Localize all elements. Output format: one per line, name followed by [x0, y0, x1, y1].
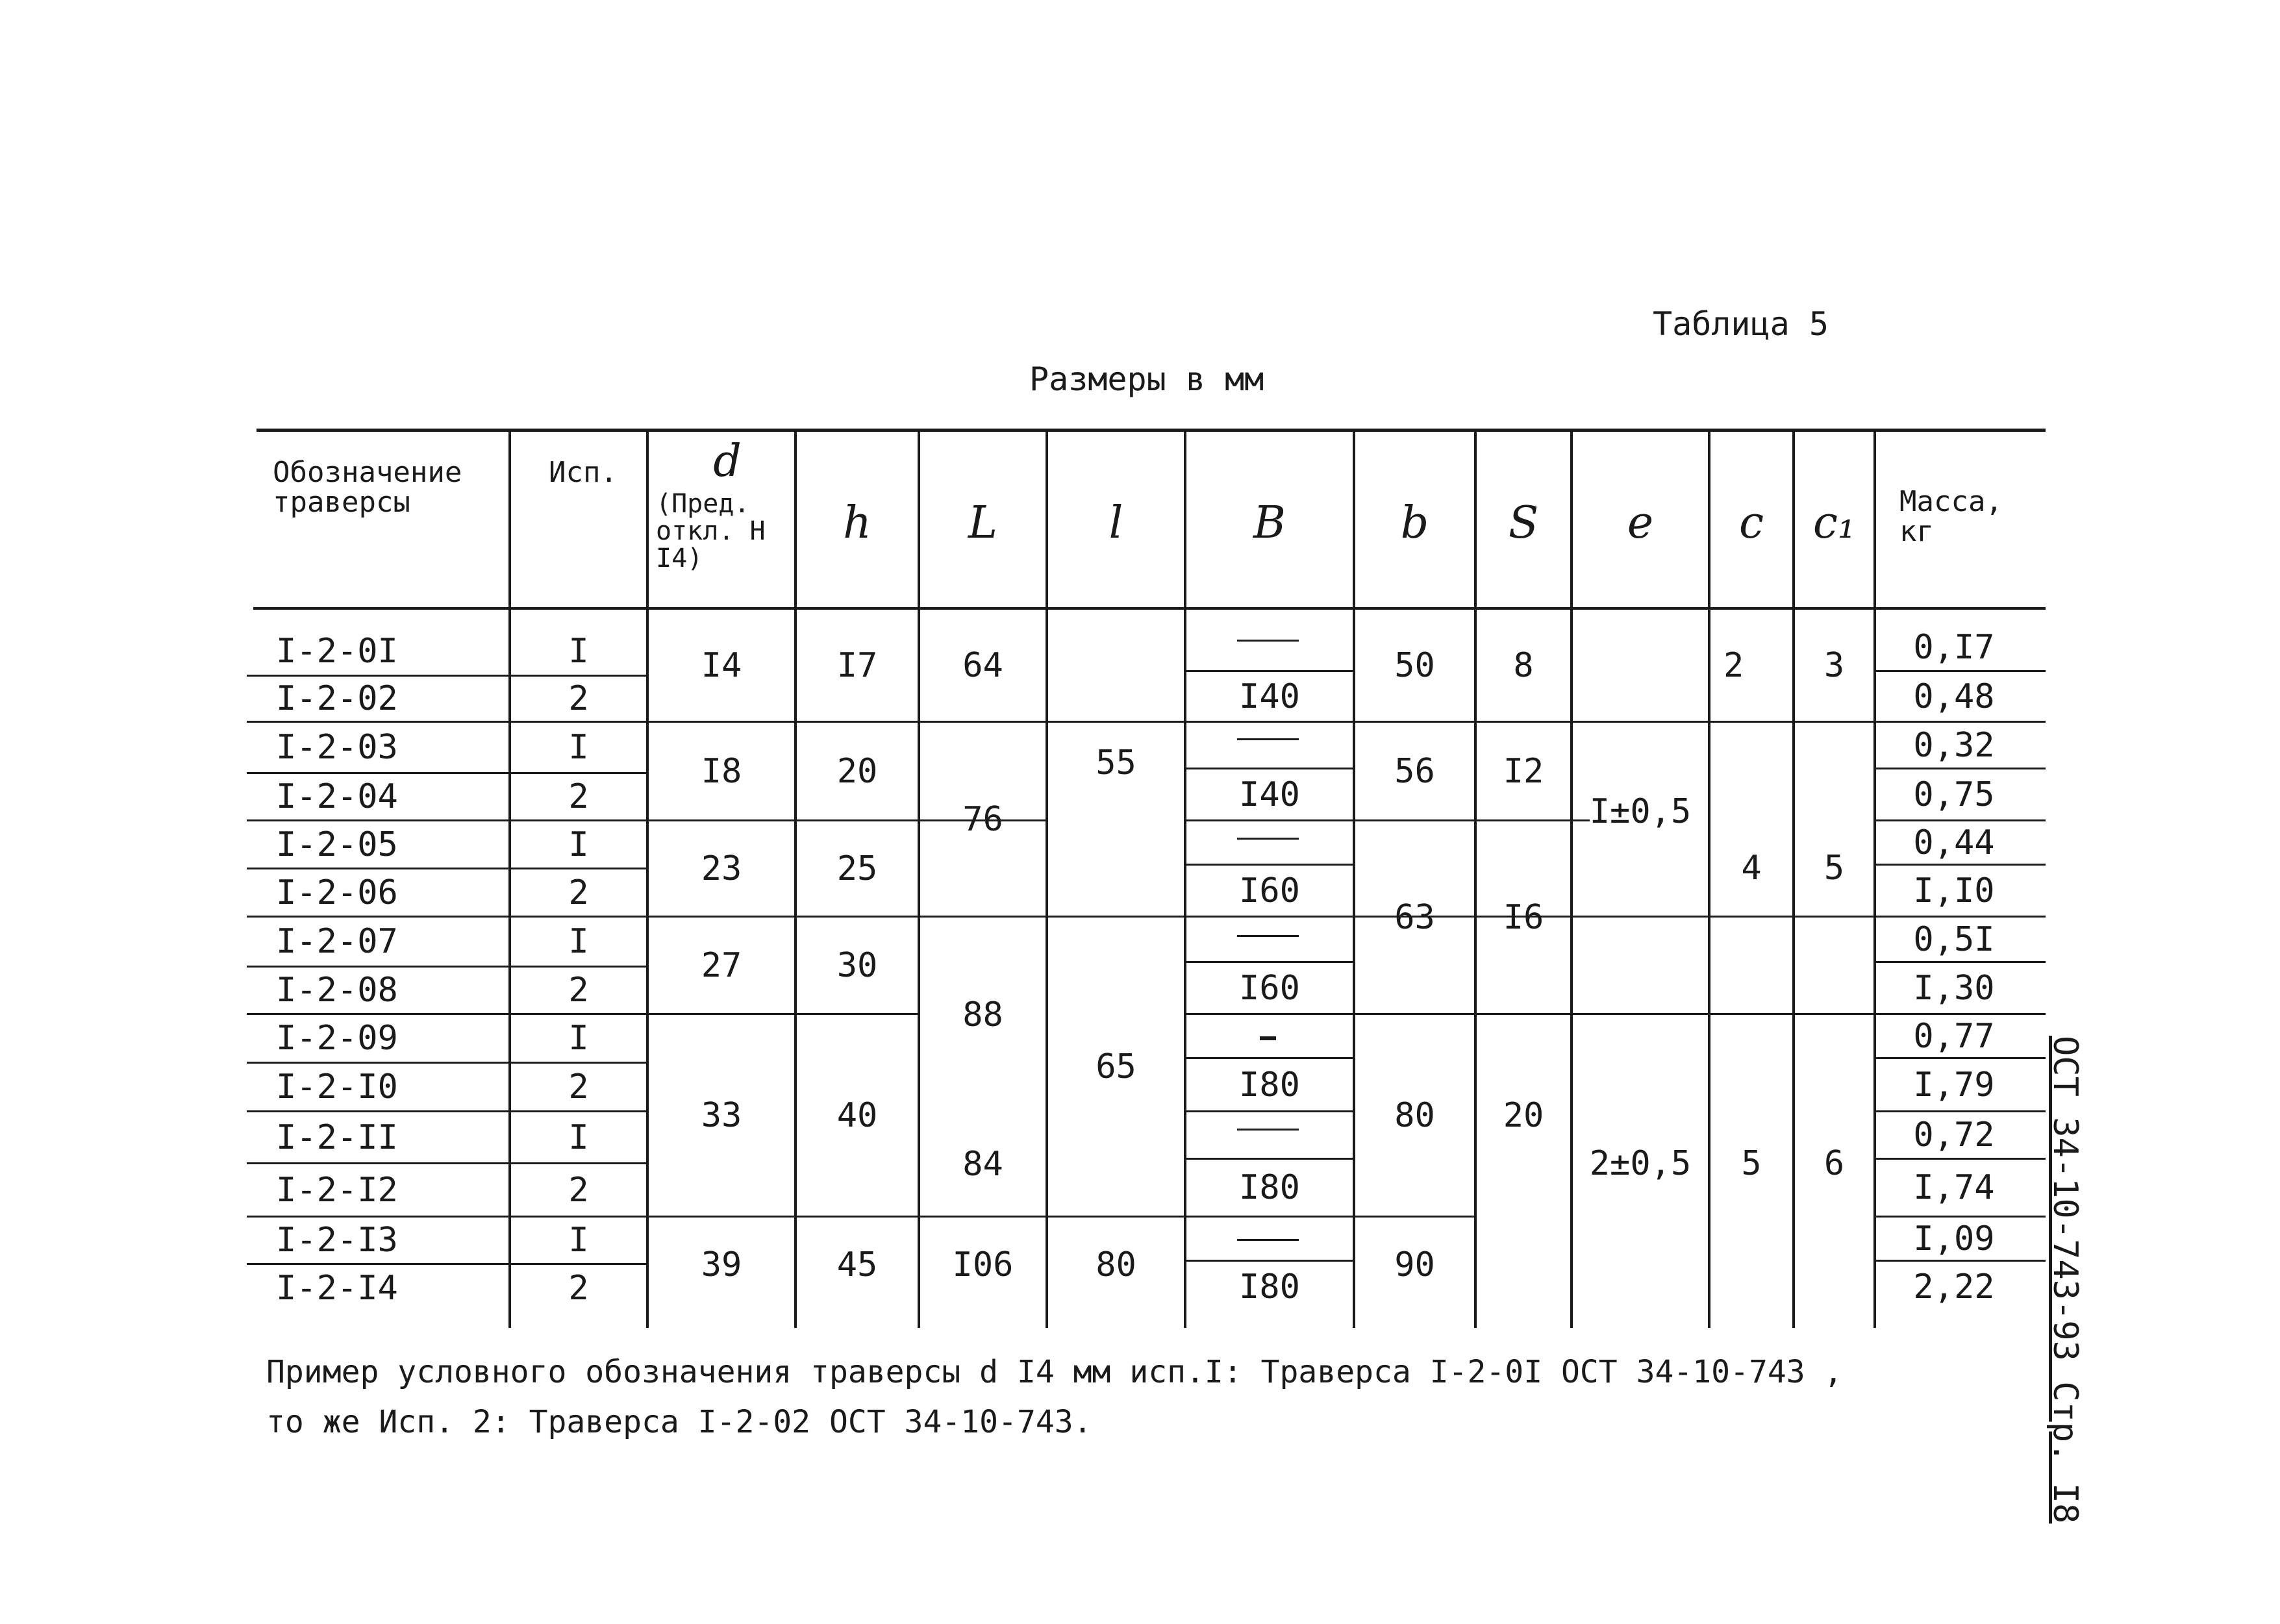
designation-example-line1: Пример условного обозначения траверсы d I4 мм исп.I: Траверса I-2-0I ОСТ 34-10-743 , [266, 1354, 1843, 1390]
h-value: 45 [836, 1245, 878, 1284]
c-value: 4 [1741, 848, 1762, 888]
row-designation: I-2-03 [276, 728, 398, 767]
h-value: 30 [836, 945, 878, 985]
table-top-rule [257, 429, 2046, 432]
d-value: 27 [701, 945, 742, 985]
L-divider [920, 916, 1046, 918]
b-value: 50 [1394, 645, 1435, 685]
units-caption: Размеры в мм [1029, 360, 1264, 398]
mass-value: 0,5I [1913, 919, 1995, 959]
row-designation: I-2-I3 [276, 1221, 398, 1260]
h-value: 25 [836, 849, 878, 888]
l-value: 65 [1096, 1047, 1136, 1086]
header-h: h [843, 497, 871, 549]
B-dash [1237, 838, 1299, 840]
e-value: I±0,5 [1589, 792, 1692, 831]
mass-value: 0,72 [1913, 1116, 1995, 1155]
row-exec: 2 [568, 679, 589, 718]
row-designation: I-2-I2 [276, 1170, 398, 1210]
row-designation: I-2-04 [276, 777, 398, 816]
mass-value: 0,48 [1913, 677, 1995, 716]
l-value: 80 [1096, 1245, 1136, 1284]
L-value: 88 [962, 995, 1003, 1034]
row-designation: I-2-02 [276, 679, 398, 718]
S-value: I6 [1503, 897, 1544, 937]
b-value: 80 [1394, 1095, 1435, 1135]
e-value: 2±0,5 [1589, 1143, 1692, 1183]
B-value: I80 [1239, 1065, 1300, 1105]
row-exec: 2 [568, 1269, 589, 1308]
row-designation: I-2-06 [276, 873, 398, 912]
B-value: I40 [1239, 677, 1300, 716]
row-designation: I-2-I0 [276, 1068, 398, 1106]
b-value: 90 [1394, 1245, 1435, 1284]
row-designation: I-2-05 [276, 825, 398, 864]
row-rule [1185, 1110, 1353, 1112]
header-d-symbol: d [713, 435, 742, 487]
row-exec: I [568, 1118, 589, 1157]
header-d-tolerance: (Пред. откл. Н I4) [656, 489, 766, 573]
header-b: b [1400, 497, 1429, 549]
row-exec: 2 [568, 971, 589, 1010]
mass-value: I,30 [1913, 968, 1995, 1008]
row-exec: I [568, 728, 589, 767]
h-value: 20 [836, 751, 878, 791]
standard-page-stamp: ОСТ 34-10-743-93 Стр. I8 [2046, 1036, 2085, 1524]
mass-value: 2,22 [1913, 1267, 1995, 1306]
mass-value: 0,75 [1913, 775, 1995, 814]
L-value: 64 [962, 645, 1003, 685]
L-value: I06 [952, 1245, 1014, 1284]
row-exec: I [568, 1019, 589, 1058]
d-value: 33 [701, 1095, 742, 1135]
row-exec: I [568, 825, 589, 864]
B-value: I80 [1239, 1267, 1300, 1306]
row-exec: I [568, 632, 589, 671]
B-value: I80 [1239, 1168, 1300, 1207]
header-B: B [1253, 497, 1286, 549]
c-value: 5 [1741, 1143, 1762, 1183]
c1-value: 3 [1823, 645, 1845, 685]
header-exec: Исп. [549, 456, 618, 489]
row-designation: I-2-I4 [276, 1269, 398, 1308]
mass-value: 0,44 [1913, 823, 1995, 862]
row-exec: 2 [568, 1068, 589, 1106]
header-c1: c₁ [1812, 497, 1856, 549]
h-value: I7 [836, 645, 878, 685]
row-designation: I-2-II [276, 1118, 398, 1157]
d-value: I4 [701, 645, 742, 685]
row-designation: I-2-08 [276, 971, 398, 1010]
d-value: 23 [701, 849, 742, 888]
mass-value: 0,32 [1913, 725, 1995, 765]
header-l: l [1109, 497, 1123, 549]
S-value: 20 [1503, 1095, 1544, 1135]
c-value: 2 [1723, 645, 1744, 685]
c1-value: 5 [1823, 848, 1845, 888]
row-designation: I-2-0I [276, 632, 398, 671]
b-value: 63 [1394, 897, 1435, 937]
row-designation: I-2-09 [276, 1019, 398, 1058]
d-value: I8 [701, 751, 742, 791]
header-L: L [968, 497, 998, 549]
header-e: e [1627, 497, 1654, 549]
table-number-label: Таблица 5 [1653, 305, 1829, 343]
b-value: 56 [1394, 751, 1435, 791]
B-value: I60 [1239, 871, 1300, 910]
B-dash [1237, 640, 1299, 642]
B-dash [1237, 935, 1299, 937]
row-exec: 2 [568, 777, 589, 816]
mass-value: 0,77 [1913, 1016, 1995, 1056]
header-c: c [1738, 497, 1764, 549]
B-dash [1237, 1129, 1299, 1131]
mass-value: I,I0 [1913, 871, 1995, 910]
row-exec: 2 [568, 873, 589, 912]
L-value: 84 [962, 1144, 1003, 1184]
mass-value: I,74 [1913, 1168, 1995, 1207]
mass-value: 0,I7 [1913, 628, 1995, 667]
h-value: 40 [836, 1095, 878, 1135]
row-designation: I-2-07 [276, 922, 398, 961]
row-exec: 2 [568, 1170, 589, 1210]
header-mass: Масса, кг [1899, 485, 2003, 549]
S-value: I2 [1503, 751, 1544, 791]
c1-value: 6 [1823, 1143, 1845, 1183]
L-value: 76 [962, 799, 1003, 839]
designation-example-line2: то же Исп. 2: Траверса I-2-02 ОСТ 34-10-743. [266, 1404, 1092, 1440]
B-dash [1237, 738, 1299, 740]
row-exec: I [568, 922, 589, 961]
B-dash-short [1260, 1036, 1276, 1040]
l-value: 55 [1096, 743, 1136, 782]
header-S: S [1508, 497, 1539, 549]
S-value: 8 [1513, 645, 1534, 685]
B-value: I60 [1239, 968, 1300, 1008]
d-value: 39 [701, 1245, 742, 1284]
B-dash [1237, 1239, 1299, 1241]
mass-value: I,09 [1913, 1219, 1995, 1258]
B-value: I40 [1239, 775, 1300, 814]
mass-value: I,79 [1913, 1065, 1995, 1105]
header-designation: Обозначение траверсы [273, 456, 462, 519]
row-exec: I [568, 1221, 589, 1260]
